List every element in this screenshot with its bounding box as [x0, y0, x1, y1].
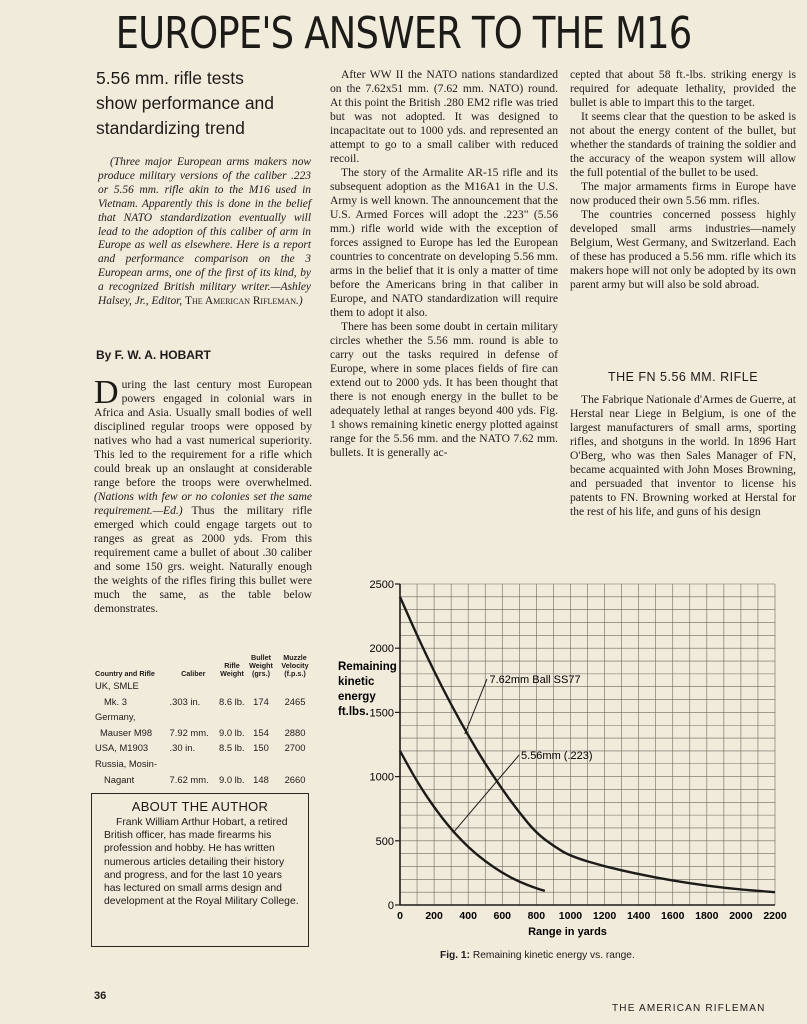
y-tick-label: 2000 — [369, 643, 394, 656]
series-line — [400, 751, 545, 891]
series-label: 7.62mm Ball SS77 — [489, 674, 581, 687]
y-axis-label-line: ft.lbs. — [338, 706, 369, 718]
paragraph: cepted that about 58 ft.-lbs. striking energy is required for adequate lethality, provided the bullet is able to impart this to the target. — [570, 68, 796, 109]
figure-caption: Fig. 1: Remaining kinetic energy vs. range. — [440, 950, 635, 961]
x-tick-label: 1800 — [695, 910, 719, 922]
x-tick-label: 2000 — [729, 910, 753, 922]
about-author-text: Frank William Arthur Hobart, a retired British officer, has made firearms his profession and hobby. He has written numerous articles detailing their history and progress, and for the last 10 years has lectured on small arms design and development at the Royal Military College. — [104, 817, 299, 908]
table-row: Germany, — [95, 711, 136, 723]
article-column-2 — [330, 68, 558, 460]
paragraph: There has been some doubt in certain military circles whether the 5.56 mm. round is able to carry out the tasks required in defense of Europe, where in some places fields of fire can extend out to 2000 yds. It has been thought that there is not enough energy in the bullet to be adequately lethal at ranges beyond 400 yds. Fig. 1 shows remaining kinetic energy plotted against range for the 5.56 mm. and the NATO 7.62 mm. bullets. It is generally ac- — [330, 320, 558, 459]
paragraph: The story of the Armalite AR-15 rifle and its subsequent adoption as the M16A1 in the U.S. Army is well known. The announcement that the U.S. Armed Forces will adopt the .223" (5.56 mm.) rifle world wide with the exception of forces assigned to Europe has led the European countries to concentrate on developing 5.56 mm. arms in the belief that it is only a matter of time before the Americans bring in that caliber in Europe, and NATO standardization will require them to adopt it also. — [330, 166, 558, 319]
subtitle-line: standardizing trend — [96, 118, 245, 138]
x-tick-label: 2200 — [763, 910, 787, 922]
headline: EUROPE'S ANSWER TO THE M16 — [115, 8, 692, 59]
paragraph: It seems clear that the question to be asked is not about the energy content of the bullet, but whether the standards of training the soldier and the accuracy of the weapon system will allow the full potential of the bullet to be used. — [570, 110, 796, 179]
y-tick-label: 0 — [387, 900, 394, 912]
y-tick-label: 500 — [375, 835, 394, 848]
table-header: Country and Rifle — [95, 669, 155, 678]
x-tick-labels — [397, 910, 787, 922]
article-column-3-continued — [570, 393, 796, 519]
y-tick-label: 2500 — [369, 579, 394, 591]
paragraph: The major armaments firms in Europe have now produced their own 5.56 mm. rifles. — [570, 180, 796, 207]
col1-text: uring the last century most European powers engaged in colonial wars in Africa and Asia. Usually small bodies of well disciplined regular troops were opposed by natives who had a vast numerical superiority. This led to the requirement for a rifle which could break up an onslaught at considerable range before the troops were overwhelmed. — [94, 378, 312, 489]
x-tick-label: 400 — [459, 910, 477, 922]
subtitle-line: show performance and — [96, 93, 275, 113]
paragraph: The countries concerned possess highly developed small arms industries—namely Belgium, West Germany, and Switzerland. Each of these has produced a 5.56 mm. rifle which its makers hope will not only be adopted by its own parent army but will also be sold abroad. — [570, 208, 796, 291]
col1-text-end: Thus the military rifle emerged which could engage targets out to ranges as great as 2000 yds. From this requirement came a bullet of about .30 caliber and some 150 grs. weight. Naturally enough the weights of the rifles firing this bullet were much the same, as the table below demonstrates. — [94, 504, 312, 615]
about-author-box — [91, 793, 309, 947]
section-heading: THE FN 5.56 MM. RIFLE — [607, 370, 759, 384]
rifle-table — [94, 654, 314, 787]
table-row: Mk. 3 .303 in. 8.6 lb. 174 2465 — [104, 695, 306, 707]
x-tick-label: 0 — [397, 910, 403, 922]
intro-magazine: The American Rifleman — [185, 295, 296, 308]
x-axis-label: Range in yards — [528, 926, 607, 938]
byline: By F. W. A. HOBART — [96, 348, 211, 362]
footer-magazine: THE AMERICAN RIFLEMAN — [612, 1003, 766, 1014]
y-axis-label-line: Remaining — [338, 661, 397, 673]
x-tick-label: 1400 — [626, 910, 651, 922]
y-axis-label-line: energy — [338, 691, 376, 703]
energy-range-chart — [330, 572, 800, 947]
intro-text: (Three major European arms makers now produce military versions of the caliber .223 or 5.56 mm. rifle akin to the M16 used in Vietnam. Apparently this is done in the belief that NATO standardization eventually will lead to the adoption of this caliber of arm in Europe as well as elsewhere. Here is a report and performance comparison on the 3 European arms, one of the first of its kind, by a recognized British military writer.—Ashley Halsey, Jr., Editor, — [98, 156, 311, 308]
table-row: Nagant 7.62 mm. 9.0 lb. 148 2660 — [104, 773, 306, 785]
series-label: 5.56mm (.223) — [521, 749, 593, 762]
page-number: 36 — [94, 990, 107, 1002]
intro-close: .) — [295, 295, 303, 308]
editor-intro — [98, 156, 311, 309]
x-tick-label: 200 — [425, 910, 443, 922]
y-tick-label: 1000 — [369, 771, 394, 784]
table-header: Rifle Weight — [220, 661, 244, 678]
paragraph: The Fabrique Nationale d'Armes de Guerre, at Herstal near Liege in Belgium, is one of the largest manufacturers of small arms, sporting rifles, and shotguns in the world. In 1896 Hart O'Berg, who was then Sales Manager of FN, became acquainted with John Moses Browning, and persuaded that inventor to license his patents to FN. Browning worked at Herstal for the rest of his life, and guns of his design — [570, 393, 796, 518]
x-tick-label: 1200 — [592, 910, 617, 922]
article-column-3 — [570, 68, 796, 292]
x-tick-label: 1600 — [661, 910, 685, 922]
table-row: Mauser M98 7.92 mm. 9.0 lb. 154 2880 — [100, 726, 306, 738]
x-tick-label: 1000 — [558, 910, 583, 922]
table-row: Russia, Mosin- — [95, 757, 157, 769]
caption-text: Remaining kinetic energy vs. range. — [472, 950, 635, 961]
table-row: UK, SMLE — [95, 680, 139, 691]
y-axis-label-line: kinetic — [338, 676, 375, 688]
paragraph: After WW II the NATO nations standardized on the 7.62x51 mm. (7.62 mm. NATO) round. At this point the British .280 EM2 rifle was tried but was not adopted. It was designed to incapacitate out to 1000 yds. and represented an attempt to go to a small caliber with reduced recoil. — [330, 68, 558, 165]
chart-grid — [400, 584, 775, 905]
article-column-1 — [94, 374, 312, 616]
table-header: Bullet Weight (grs.) — [249, 653, 273, 678]
subtitle — [96, 66, 311, 141]
y-tick-label: 1500 — [369, 707, 394, 720]
table-header: Muzzle Velocity (f.p.s.) — [281, 653, 309, 678]
drop-cap: D — [94, 374, 119, 411]
about-author-title: ABOUT THE AUTHOR — [131, 799, 269, 814]
series-labels — [453, 674, 593, 833]
editor-note: (Nations with few or no colonies set the same requirement.—Ed.) — [94, 490, 312, 517]
table-row: USA, M1903 .30 in. 8.5 lb. 150 2700 — [95, 742, 306, 754]
x-tick-label: 600 — [493, 910, 512, 922]
y-tick-labels — [370, 579, 400, 912]
x-tick-label: 800 — [527, 910, 546, 922]
subtitle-line: 5.56 mm. rifle tests — [96, 68, 244, 88]
table-header: Caliber — [181, 669, 206, 678]
